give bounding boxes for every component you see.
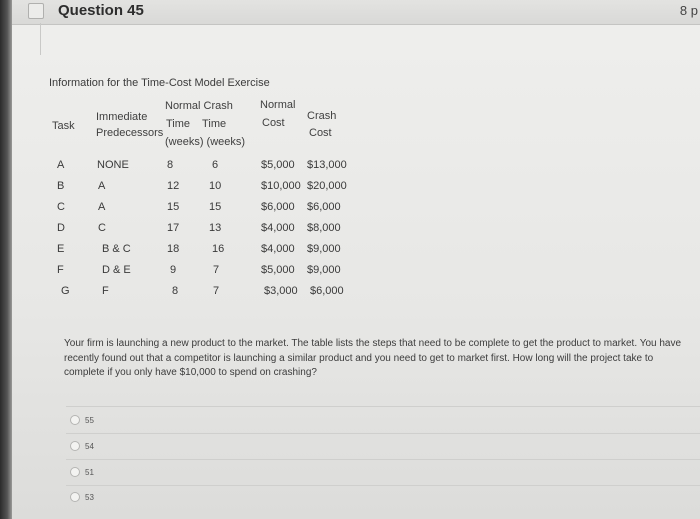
cell-normal-cost: $6,000 [261, 201, 295, 213]
option-divider [66, 406, 700, 407]
window-edge [0, 0, 12, 519]
radio-button[interactable] [70, 467, 80, 477]
cell-normal-time: 15 [167, 201, 180, 213]
cell-predecessors: C [98, 222, 106, 234]
cell-predecessors: NONE [97, 159, 129, 171]
cell-crash-time: 13 [209, 222, 222, 234]
header-divider [40, 23, 41, 55]
cell-crash-time: 16 [212, 243, 225, 255]
cell-crash-time: 10 [209, 180, 222, 192]
cell-crash-time: 7 [213, 264, 220, 276]
question-title: Question 45 [58, 2, 144, 19]
answer-option[interactable] [70, 489, 94, 505]
answer-option-label: 54 [85, 441, 94, 451]
cell-normal-cost: $3,000 [264, 285, 298, 297]
radio-button[interactable] [70, 415, 80, 425]
radio-button[interactable] [70, 492, 80, 502]
header-weeks: (weeks) (weeks) [165, 136, 246, 148]
cell-crash-time: 15 [209, 201, 222, 213]
cell-normal-time: 18 [167, 243, 180, 255]
cell-normal-cost: $10,000 [261, 180, 301, 192]
cell-task: G [61, 285, 70, 297]
cell-crash-cost: $9,000 [307, 264, 341, 276]
cell-normal-time: 17 [167, 222, 180, 234]
header-normal-crash: Normal Crash [165, 100, 233, 112]
cell-crash-cost: $6,000 [310, 285, 344, 297]
header-crash-cost: Crash [307, 110, 337, 122]
cell-crash-cost: $20,000 [307, 180, 347, 192]
cell-predecessors: D & E [102, 264, 131, 276]
question-text: Your firm is launching a new product to the market. The table lists the steps that need to be complete to get the product to market. You have recently found out that a competitor is launching a similar product and you need to get to market first. How long will the project take to complete if you only have $10,000 to spend on crashing? [64, 338, 682, 378]
cell-crash-cost: $6,000 [307, 201, 341, 213]
option-divider [66, 433, 700, 434]
cell-predecessors: A [98, 180, 106, 192]
cell-task: D [57, 222, 65, 234]
cell-predecessors: A [98, 201, 106, 213]
option-divider [66, 485, 700, 486]
answer-option[interactable] [70, 412, 94, 428]
answer-option[interactable] [70, 464, 94, 480]
cell-normal-cost: $4,000 [261, 222, 295, 234]
header-predecessors: Predecessors [96, 127, 164, 139]
cell-task: A [57, 159, 65, 171]
question-flag-icon[interactable] [28, 3, 44, 19]
header-normal-cost-2: Cost [262, 117, 285, 129]
cell-normal-time: 8 [167, 159, 174, 171]
cell-normal-cost: $5,000 [261, 159, 295, 171]
cell-crash-cost: $8,000 [307, 222, 341, 234]
cell-task: E [57, 243, 65, 255]
answer-option[interactable] [70, 438, 94, 454]
header-immediate: Immediate [96, 111, 148, 123]
answer-option-label: 51 [85, 467, 94, 477]
cell-predecessors: B & C [102, 243, 131, 255]
cell-crash-cost: $13,000 [307, 159, 347, 171]
header-normal-cost: Normal [260, 99, 296, 111]
header-crash-cost-2: Cost [309, 127, 332, 139]
cell-normal-time: 8 [172, 285, 179, 297]
radio-button[interactable] [70, 441, 80, 451]
cell-predecessors: F [102, 285, 109, 297]
cell-normal-time: 9 [170, 264, 177, 276]
cell-crash-cost: $9,000 [307, 243, 341, 255]
table-title: Information for the Time-Cost Model Exercise [49, 77, 270, 89]
cell-task: B [57, 180, 65, 192]
question-header [12, 0, 700, 25]
answer-option-label: 53 [85, 492, 94, 502]
option-divider [66, 459, 700, 460]
header-task: Task [52, 120, 75, 132]
cell-crash-time: 7 [213, 285, 220, 297]
cell-task: F [57, 264, 64, 276]
cell-crash-time: 6 [212, 159, 219, 171]
cell-task: C [57, 201, 65, 213]
cell-normal-cost: $4,000 [261, 243, 295, 255]
cell-normal-cost: $5,000 [261, 264, 295, 276]
cell-normal-time: 12 [167, 180, 180, 192]
question-points: 8 p [679, 3, 698, 18]
answer-option-label: 55 [85, 415, 94, 425]
header-time-time: Time Time [166, 118, 227, 130]
